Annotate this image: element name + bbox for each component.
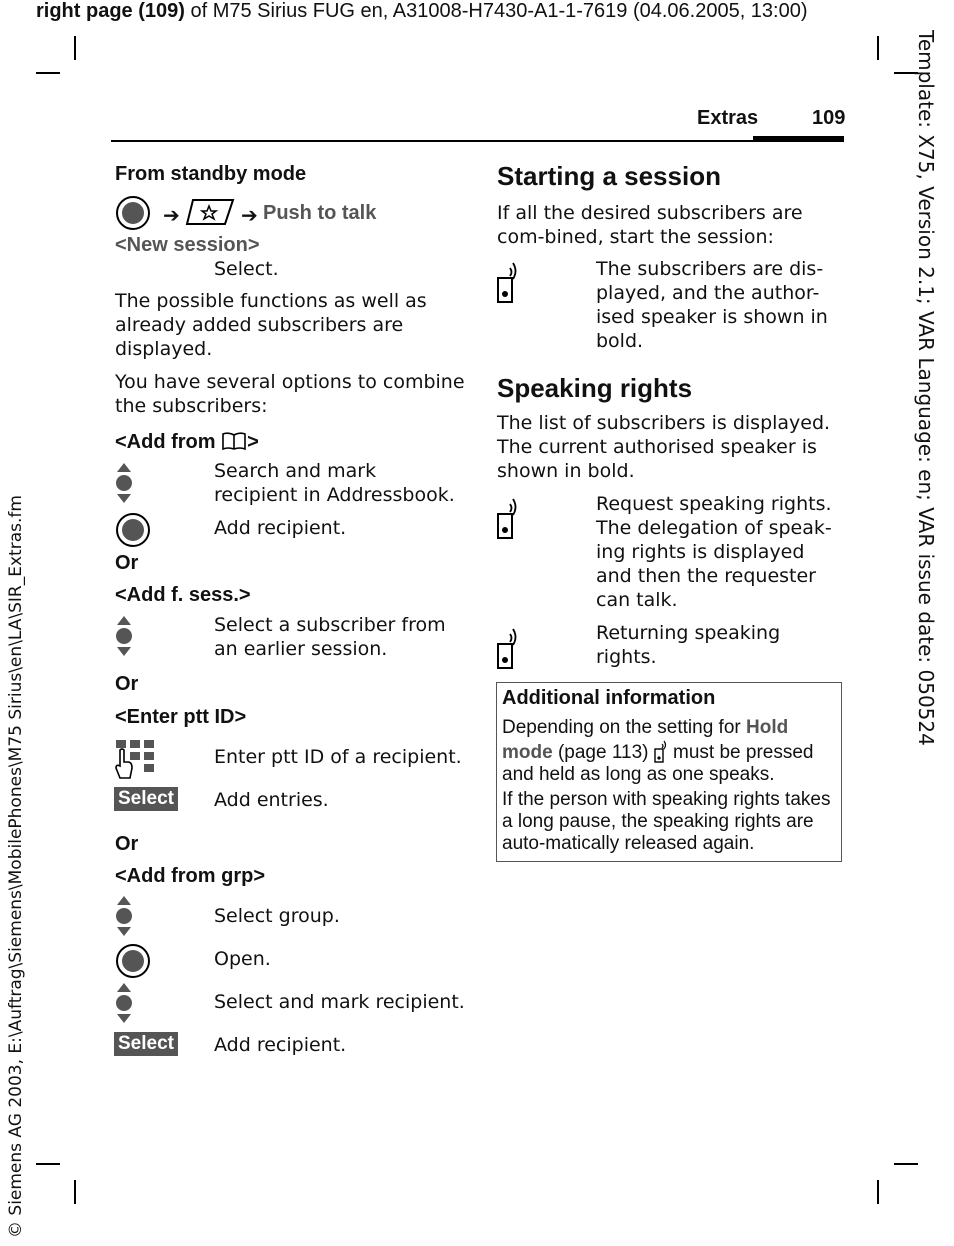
addressbook-icon [221,431,247,451]
info-text: must be pressed and held as long as one speaks. [502,742,814,785]
push-to-talk-menu: Push to talk [263,202,377,224]
request-speaking-text: Request speaking rights. The delegation of speak-ing rights is displayed and then the requester can talk. [596,493,832,611]
select-instruction: Select. [214,258,279,280]
scroll-key-icon [113,614,135,658]
search-mark-text: Search and mark recipient in Addressbook. [214,460,455,506]
keypad-icon [114,738,158,780]
select-softkey [114,1032,178,1056]
add-recipient-text: Add recipient. [214,1034,347,1056]
add-from-close: > [247,431,259,453]
header-rule [111,140,844,142]
crop-mark [36,72,60,74]
crop-mark [877,1180,879,1204]
select-subscriber-text: Select a subscriber from an earlier session. [214,614,446,660]
returning-speaking-text: Returning speaking rights. [596,622,781,668]
scroll-key-icon [113,981,135,1025]
additional-info-box [496,682,842,862]
additional-info-paragraph-1 [502,717,836,786]
crop-mark [74,36,76,60]
select-mark-text: Select and mark recipient. [214,991,465,1013]
paragraph-functions: The possible functions as well as already added subscribers are displayed. [115,290,427,360]
extras-menu-icon [185,196,237,228]
arrow-icon: ➔ [163,203,180,227]
subscribers-displayed-text: The subscribers are dis-played, and the author-ised speaker is shown in bold. [596,258,828,352]
info-text: (page 113) [552,742,654,763]
page-number: 109 [812,107,846,129]
scroll-key-icon [113,894,135,938]
add-entries-text: Add entries. [214,789,329,811]
paragraph-options: You have several options to combine the subscribers: [115,371,465,417]
crop-mark [36,1163,60,1165]
nav-key-icon [115,512,151,548]
crop-mark [877,36,879,60]
starting-session-heading: Starting a session [497,161,721,191]
or-label: Or [115,552,139,574]
document-info-line [36,0,808,23]
arrow-icon: ➔ [241,203,258,227]
additional-info-paragraph-2: If the person with speaking rights takes a long pause, the speaking rights are auto-matically released again. [502,789,831,854]
header-rule-accent [753,136,844,142]
speaking-rights-paragraph: The list of subscribers is displayed. The current authorised speaker is shown in bold. [497,412,831,482]
select-softkey-label: Select [114,787,178,811]
new-session-option: <New session> [115,234,260,256]
from-standby-heading: From standby mode [115,163,307,185]
or-label: Or [115,673,139,695]
add-from-label: <Add from [115,431,216,453]
select-softkey [114,787,178,811]
enter-ptt-id-option: <Enter ptt ID> [115,706,247,728]
starting-session-paragraph: If all the desired subscribers are com-bined, start the session: [497,202,803,248]
add-from-addressbook-option [115,431,259,454]
hold-mode-term: Hold mode [502,717,789,763]
copyright-path: © Siemens AG 2003, E:\Auftrag\Siemens\MobilePhones\M75 Sirius\en\LA\SIR_Extras.fm [6,495,26,1238]
enter-ptt-id-text: Enter ptt ID of a recipient. [214,746,462,768]
scroll-key-icon [113,461,135,505]
select-softkey-label: Select [114,1032,178,1056]
nav-key-icon [115,195,151,231]
select-group-text: Select group. [214,905,340,927]
open-text: Open. [214,948,271,970]
template-info: Template: X75, Version 2.1; VAR Language: en; VAR issue date: 050524 [914,30,938,746]
document-reference: of M75 Sirius FUG en, A31008-H7430-A1-1-7619 (04.06.2005, 13:00) [184,0,808,22]
add-recipient-text: Add recipient. [214,517,347,539]
add-from-group-option: <Add from grp> [115,865,266,887]
add-from-session-option: <Add f. sess.> [115,584,251,606]
speaking-rights-heading: Speaking rights [497,373,693,403]
ptt-key-icon [496,624,520,670]
additional-info-title: Additional information [502,687,716,709]
page-label: right page (109) [36,0,185,22]
ptt-key-icon [654,739,668,763]
nav-key-icon [115,943,151,979]
crop-mark [74,1180,76,1204]
ptt-key-icon [496,258,520,304]
info-text: Depending on the setting for [502,717,747,738]
section-title: Extras [697,107,759,129]
crop-mark [894,1163,918,1165]
ptt-key-icon [496,494,520,540]
or-label: Or [115,833,139,855]
